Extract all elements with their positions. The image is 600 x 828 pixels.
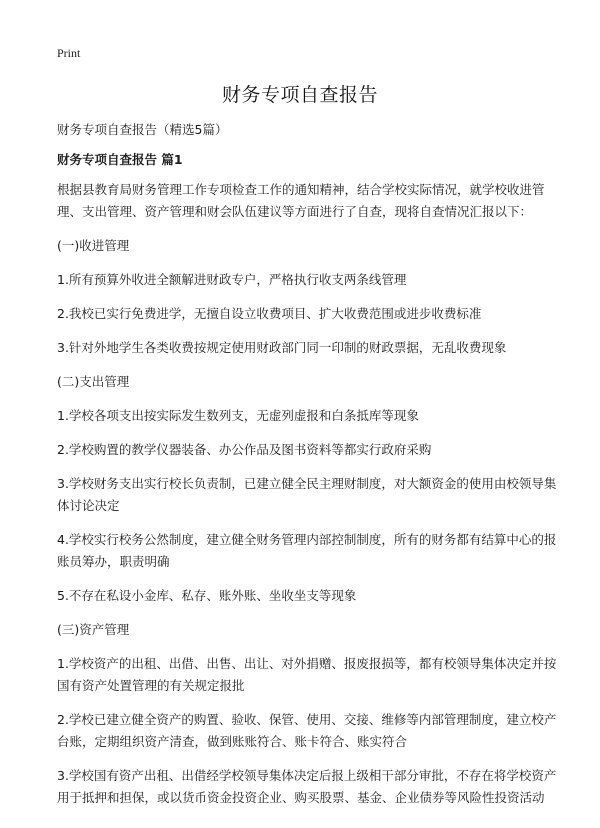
section-heading: 财务专项自查报告 篇1	[57, 152, 183, 167]
subtitle: 财务专项自查报告（精选5篇）	[57, 122, 228, 137]
list-item: 2.学校购置的教学仪器装备、办公作品及图书资料等都实行政府采购	[57, 442, 432, 457]
intro-paragraph: 根据县教育局财务管理工作专项检查工作的通知精神，结合学校实际情况，就学校收进管理、支出管理、资产管理和财会队伍建议等方面进行了自查，现将自查情况汇报以下：	[57, 182, 545, 219]
list-item: 3.学校财务支出实行校长负责制，已建立健全民主理财制度，对大额资金的使用由校领导集体讨论决定	[57, 476, 557, 513]
list-item: 2.我校已实行免费进学，无擅自设立收费项目、扩大收费范围或进步收费标准	[57, 306, 482, 321]
block-heading-assets: (三)资产管理	[57, 622, 130, 637]
list-item: 3.学校国有资产出租、出借经学校领导集体决定后报上级相干部分审批，不存在将学校资产用于抵押和担保，或以货币资金投资企业、购买股票、基金、企业债券等风险性投资活动	[57, 768, 557, 805]
list-item: 3.针对外地学生各类收费按规定使用财政部门同一印制的财政票据，无乱收费现象	[57, 340, 507, 355]
block-heading-expenditure: (二)支出管理	[57, 374, 130, 389]
document-body	[57, 119, 557, 809]
list-item: 2.学校已建立健全资产的购置、验收、保管、使用、交接、维修等内部管理制度，建立校产台账，定期组织资产清查，做到账账符合、账卡符合、账实符合	[57, 712, 557, 749]
list-item: 5.不存在私设小金库、私存、账外账、坐收坐支等现象	[57, 588, 357, 603]
list-item: 1.学校资产的出租、出借、出售、出让、对外捐赠、报废报损等，都有校领导集体决定并按国有资产处置管理的有关规定报批	[57, 656, 557, 693]
list-item: 4.学校实行校务公然制度，建立健全财务管理内部控制制度，所有的财务都有结算中心的报账员筹办，职责明确	[57, 532, 557, 569]
list-item: 1.所有预算外收进全额解进财政专户，严格执行收支两条线管理	[57, 272, 407, 287]
print-link[interactable]: Print	[57, 46, 81, 60]
block-heading-income: (一)收进管理	[57, 238, 130, 253]
list-item: 1.学校各项支出按实际发生数列支，无虚列虚报和白条抵库等现象	[57, 408, 419, 423]
page-title: 财务专项自查报告	[221, 84, 378, 106]
